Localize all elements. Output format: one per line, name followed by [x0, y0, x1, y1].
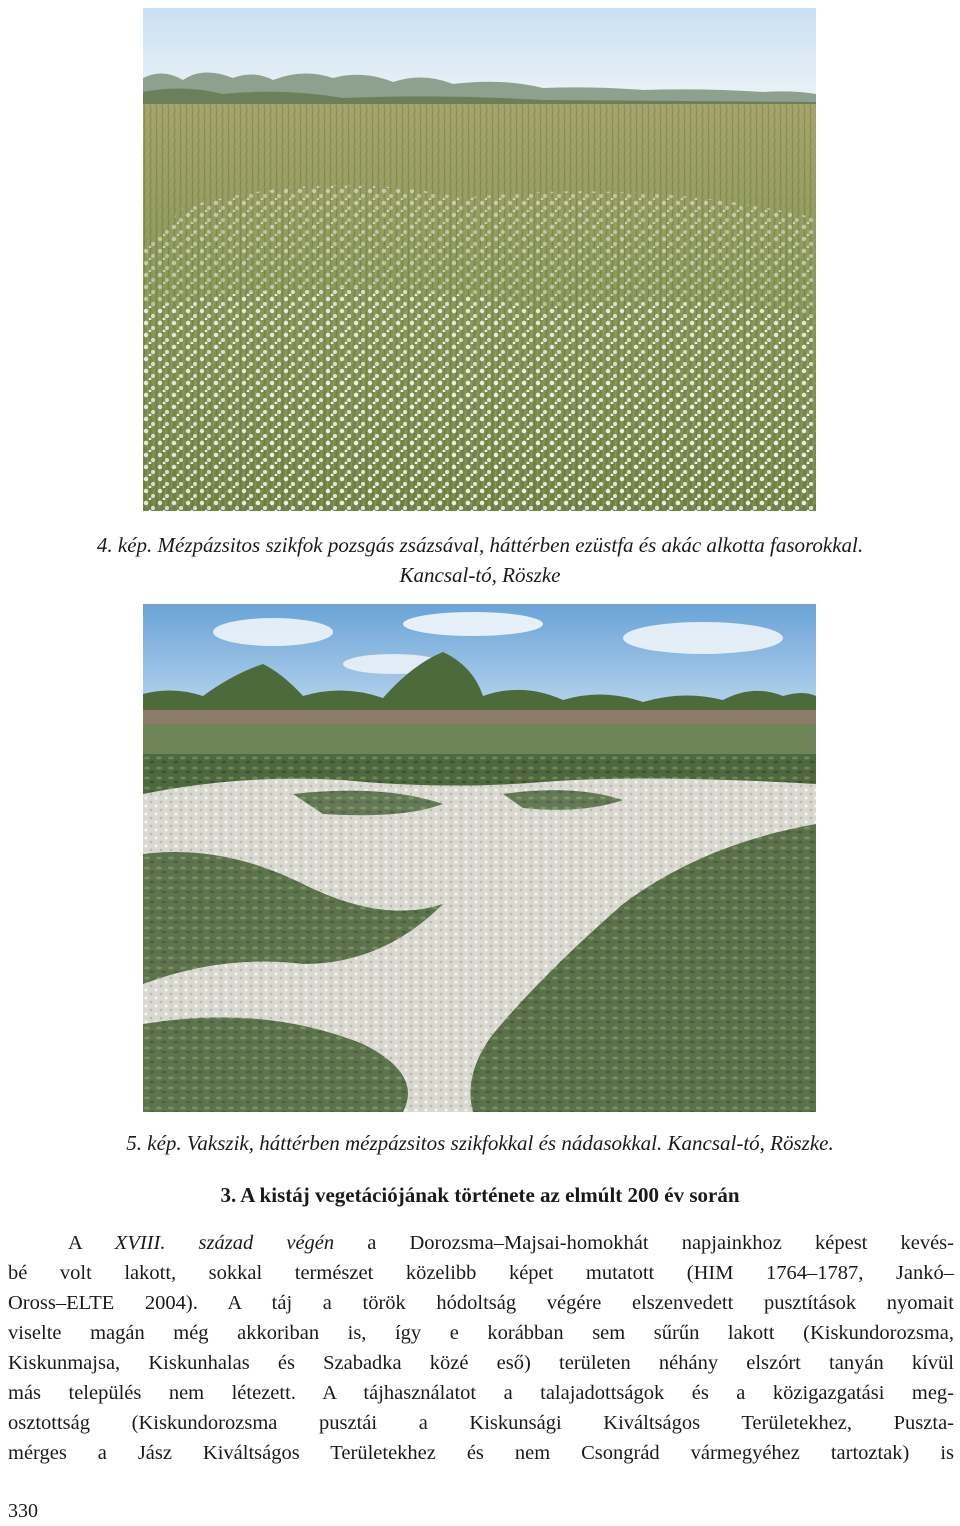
body-line: bé volt lakott, sokkal természet közelibb képet mutatott (HIM 1764–1787, Jankó– [8, 1262, 954, 1284]
photo-5-caption: 5. kép. Vakszik, háttérben mézpázsitos szikfokkal és nádasokkal. Kancsal-tó, Röszke. [126, 1131, 834, 1155]
body-line: Oross–ELTE 2004). A táj a török hódoltság végére elszenvedett pusztítások nyomait [8, 1292, 954, 1314]
photo-meadow [143, 8, 816, 511]
caption-line-2: Kancsal-tó, Röszke [399, 563, 561, 587]
page-number: 330 [8, 1500, 38, 1522]
body-line: más település nem létezett. A tájhasználatot a talajadottságok és a közigazgatási meg- [8, 1382, 954, 1404]
body-line: A XVIII. század végén a Dorozsma–Majsai-homokhát napjainkhoz képest kevés- [68, 1232, 954, 1254]
caption-line-1: 4. kép. Mézpázsitos szikfok pozsgás zsázsával, háttérben ezüstfa és akác alkotta fasorokkal. [96, 533, 864, 557]
body-line: mérges a Jász Kiváltságos Területekhez és nem Csongrád vármegyéhez tartoztak) is [8, 1442, 954, 1464]
body-text [8, 1228, 954, 1468]
body-line: Kiskunmajsa, Kiskunhalas és Szabadka közé eső) területen néhány elszórt tanyán kívül [8, 1352, 954, 1374]
body-line: viselte magán még akkoriban is, így e korábban sem sűrűn lakott (Kiskundorozsma, [8, 1322, 954, 1344]
section-heading: 3. A kistáj vegetációjának története az elmúlt 200 év során [220, 1183, 740, 1207]
photo-salt-flat [143, 604, 816, 1112]
photo-4-caption [0, 530, 960, 590]
body-line: osztottság (Kiskundorozsma pusztái a Kiskunsági Kiváltságos Területekhez, Puszta- [8, 1412, 954, 1434]
